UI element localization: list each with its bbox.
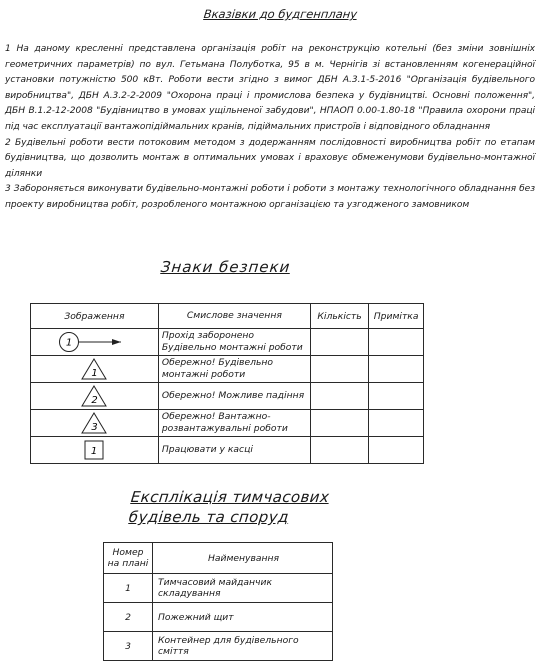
table-row	[31, 437, 424, 464]
table-row	[104, 603, 333, 632]
sign-image-cell	[31, 383, 159, 410]
sign-note	[369, 383, 424, 410]
sign-note	[369, 410, 424, 437]
sign-quantity	[310, 437, 368, 464]
structure-name: Контейнер для будівельного сміття	[153, 632, 333, 661]
table-row	[31, 329, 424, 356]
sign-image-cell	[31, 410, 159, 437]
column-header-note: Примітка	[369, 304, 424, 329]
sign-meaning: Обережно! Вантажно-розвантажувальні роботи	[158, 410, 310, 437]
explication-title-line2: будівель та споруд	[128, 508, 290, 526]
sign-meaning: Обережно! Можливе падіння	[158, 383, 310, 410]
column-header-meaning: Смислове значення	[158, 304, 310, 329]
column-header-name: Найменування	[153, 543, 333, 574]
sign-image-cell	[31, 329, 159, 356]
column-header-number: Номер на плані	[104, 543, 153, 574]
structure-name: Пожежний щит	[153, 603, 333, 632]
structure-name: Тимчасовий майданчик складування	[153, 574, 333, 603]
no-entry-circle-arrow-icon	[57, 331, 131, 353]
sign-quantity	[310, 383, 368, 410]
table-header-row	[31, 304, 424, 329]
sign-meaning: Обережно! Будівельно монтажні роботи	[158, 356, 310, 383]
safety-signs-table	[30, 303, 424, 464]
warning-triangle-icon	[81, 358, 107, 380]
sign-quantity	[310, 356, 368, 383]
explication-title-line1: Експлікація тимчасових	[130, 488, 331, 506]
note-paragraph-1: 1 На даному кресленні представлена організація робіт на реконструкцію котельні (без зміни зовнішніх геометричних параметрів) по вул. Гетьмана Полуботка, 95 в м. Чернігів зі встановленням когенераційної установки потужністю 500 кВт. Роботи вести згідно з вимог ДБН А.3.1-5-2016 "Організація будівельного виробництва", ДБН А.3.2-2-2009 "Охорона праці і промислова безпека у будівництві. Основні положення", ДБН В.1.2-12-2008 "Будівництво в умовах ущільненої забудови", НПАОП 0.00-1.80-18 "Правила охорони праці під час експлуатації вантажопідіймальних кранів, підіймальних пристроїв і відповідного обладнання	[5, 44, 535, 132]
column-header-image: Зображення	[31, 304, 159, 329]
table-header-row	[104, 543, 333, 574]
sign-note	[369, 329, 424, 356]
notes-title: Вказівки до будгенплану	[203, 7, 358, 21]
sign-number: 1	[66, 337, 73, 349]
sign-note	[369, 356, 424, 383]
warning-triangle-icon	[81, 385, 107, 407]
plan-number: 3	[104, 632, 153, 661]
plan-number: 1	[104, 574, 153, 603]
safety-signs-title: Знаки безпеки	[160, 258, 292, 276]
helmet-square-sign-icon	[84, 440, 104, 460]
note-paragraph-3: 3 Забороняється виконувати будівельно-монтажні роботи і роботи з монтажу технологічного обладнання без проекту виробництва робіт, розробленого монтажною організацією та узгодженого замовником	[5, 184, 535, 210]
sign-number: 1	[91, 446, 98, 457]
sign-image-cell	[31, 437, 159, 464]
notes-text	[5, 42, 535, 214]
table-row	[31, 356, 424, 383]
warning-triangle-icon	[81, 412, 107, 434]
sign-image-cell	[31, 356, 159, 383]
sign-note	[369, 437, 424, 464]
column-header-quantity: Кількість	[310, 304, 368, 329]
plan-number: 2	[104, 603, 153, 632]
sign-number: 1	[91, 368, 99, 379]
note-paragraph-2: 2 Будівельні роботи вести потоковим методом з додержанням послідовності виробництва робіт по етапам будівництва, що дозволить монтаж в оптимальних умовах і враховує обмеженумови будівельно-монтажної ділянки	[5, 137, 535, 179]
sign-number: 3	[91, 422, 99, 433]
sign-number: 2	[91, 395, 99, 406]
table-row	[31, 383, 424, 410]
sign-quantity	[310, 329, 368, 356]
sign-quantity	[310, 410, 368, 437]
table-row	[104, 632, 333, 661]
table-row	[31, 410, 424, 437]
explication-table	[103, 542, 333, 661]
sign-meaning: Прохід заборонено Будівельно монтажні роботи	[158, 329, 310, 356]
sign-meaning: Працювати у касці	[158, 437, 310, 464]
table-row	[104, 574, 333, 603]
